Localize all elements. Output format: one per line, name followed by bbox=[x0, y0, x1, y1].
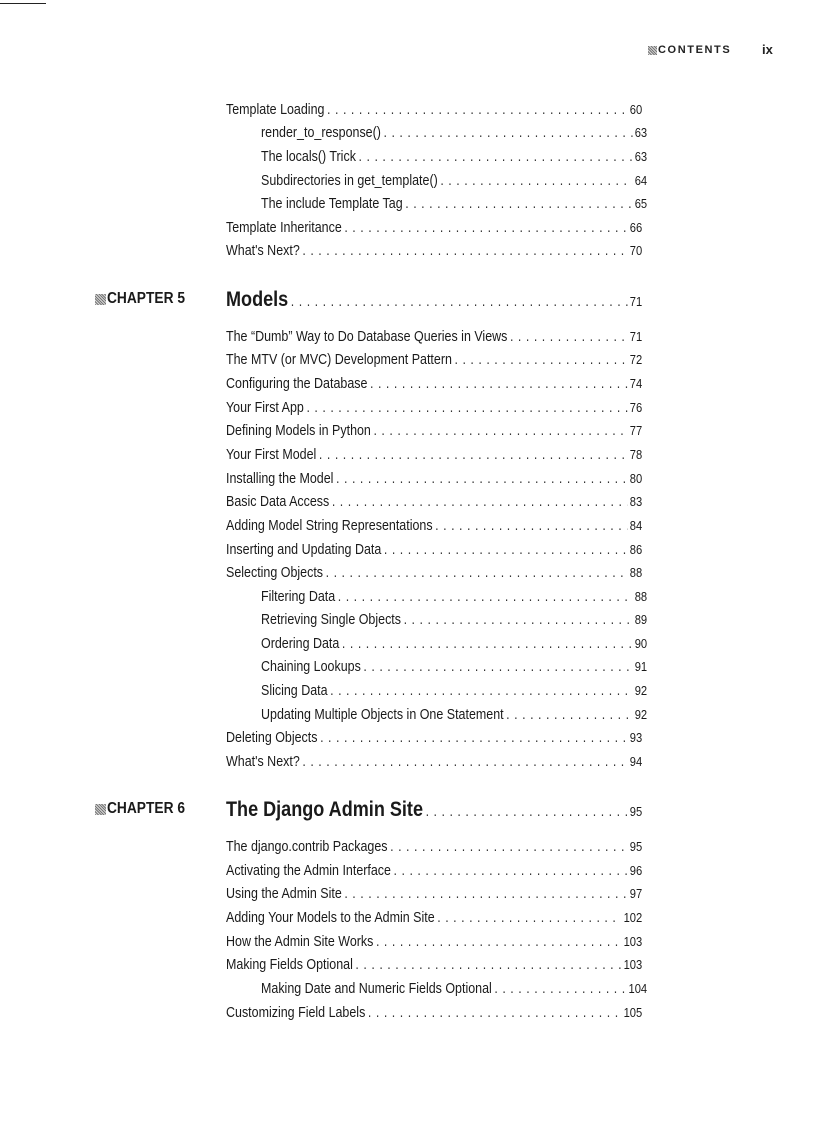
chapter-6-heading bbox=[0, 797, 816, 823]
toc-entry[interactable]: Your First App . . . 76 bbox=[226, 398, 642, 418]
toc-entry[interactable]: Inserting and Updating Data . . . 86 bbox=[226, 540, 642, 560]
toc-subentry[interactable]: Making Date and Numeric Fields Optional . . . 104 bbox=[261, 979, 647, 999]
toc-entry[interactable]: Making Fields Optional . . . 103 bbox=[226, 955, 642, 975]
toc-entry[interactable]: Installing the Model . . . 80 bbox=[226, 469, 642, 489]
toc-entry[interactable]: Your First Model . . . 78 bbox=[226, 445, 642, 465]
chapter-marker-icon bbox=[95, 804, 106, 815]
chapter-label: CHAPTER 6 bbox=[107, 800, 185, 817]
toc-entry[interactable]: Customizing Field Labels . . . 105 bbox=[226, 1003, 642, 1023]
toc-entry[interactable]: Defining Models in Python . . . 77 bbox=[226, 421, 642, 441]
chapter-title-entry[interactable]: The Django Admin Site . . . 95 bbox=[226, 797, 642, 823]
toc-entry[interactable]: Template Inheritance . . . 66 bbox=[226, 218, 642, 238]
toc-entry[interactable]: Adding Model String Representations . . . 84 bbox=[226, 516, 642, 536]
toc-entry[interactable]: The MTV (or MVC) Development Pattern . . . 72 bbox=[226, 350, 642, 370]
toc-subentry[interactable]: The include Template Tag . . . 65 bbox=[261, 194, 647, 214]
toc-entry[interactable]: Using the Admin Site . . . 97 bbox=[226, 884, 642, 904]
chapter-title-entry[interactable]: Models . . . 71 bbox=[226, 287, 642, 313]
toc-subentry[interactable]: Retrieving Single Objects . . . 89 bbox=[261, 610, 647, 630]
toc-entry[interactable]: Deleting Objects . . . 93 bbox=[226, 728, 642, 748]
toc-entry[interactable]: Selecting Objects . . . 88 bbox=[226, 563, 642, 583]
toc-subentry[interactable]: Updating Multiple Objects in One Statement . . . 92 bbox=[261, 705, 647, 725]
toc-entry[interactable]: Activating the Admin Interface . . . 96 bbox=[226, 861, 642, 881]
toc-entry[interactable]: Configuring the Database . . . 74 bbox=[226, 374, 642, 394]
running-head-page: ix bbox=[762, 42, 773, 57]
running-head-label: CONTENTS bbox=[658, 44, 732, 56]
chapter-label: CHAPTER 5 bbox=[107, 290, 185, 307]
chapter-marker-icon bbox=[95, 294, 106, 305]
toc-subentry[interactable]: render_to_response() . . . 63 bbox=[261, 123, 647, 143]
toc-entry[interactable]: Template Loading . . . 60 bbox=[226, 100, 642, 120]
toc-subentry[interactable]: Filtering Data . . . 88 bbox=[261, 587, 647, 607]
toc-subentry[interactable]: Subdirectories in get_template() . . . 64 bbox=[261, 171, 647, 191]
toc-subentry[interactable]: The locals() Trick . . . 63 bbox=[261, 147, 647, 167]
toc-entry[interactable]: How the Admin Site Works . . . 103 bbox=[226, 932, 642, 952]
toc-entry[interactable]: Adding Your Models to the Admin Site . . . 102 bbox=[226, 908, 642, 928]
toc-subentry[interactable]: Chaining Lookups . . . 91 bbox=[261, 657, 647, 677]
toc-entry[interactable]: What's Next? . . . 94 bbox=[226, 752, 642, 772]
toc-entry[interactable]: The django.contrib Packages . . . 95 bbox=[226, 837, 642, 857]
toc-subentry[interactable]: Ordering Data . . . 90 bbox=[261, 634, 647, 654]
chapter-5-heading bbox=[0, 287, 816, 313]
toc-entry[interactable]: The “Dumb” Way to Do Database Queries in Views . . . 71 bbox=[226, 327, 642, 347]
toc-entry[interactable]: Basic Data Access . . . 83 bbox=[226, 492, 642, 512]
toc-subentry[interactable]: Slicing Data . . . 92 bbox=[261, 681, 647, 701]
toc-entry[interactable]: What's Next? . . . 70 bbox=[226, 241, 642, 261]
